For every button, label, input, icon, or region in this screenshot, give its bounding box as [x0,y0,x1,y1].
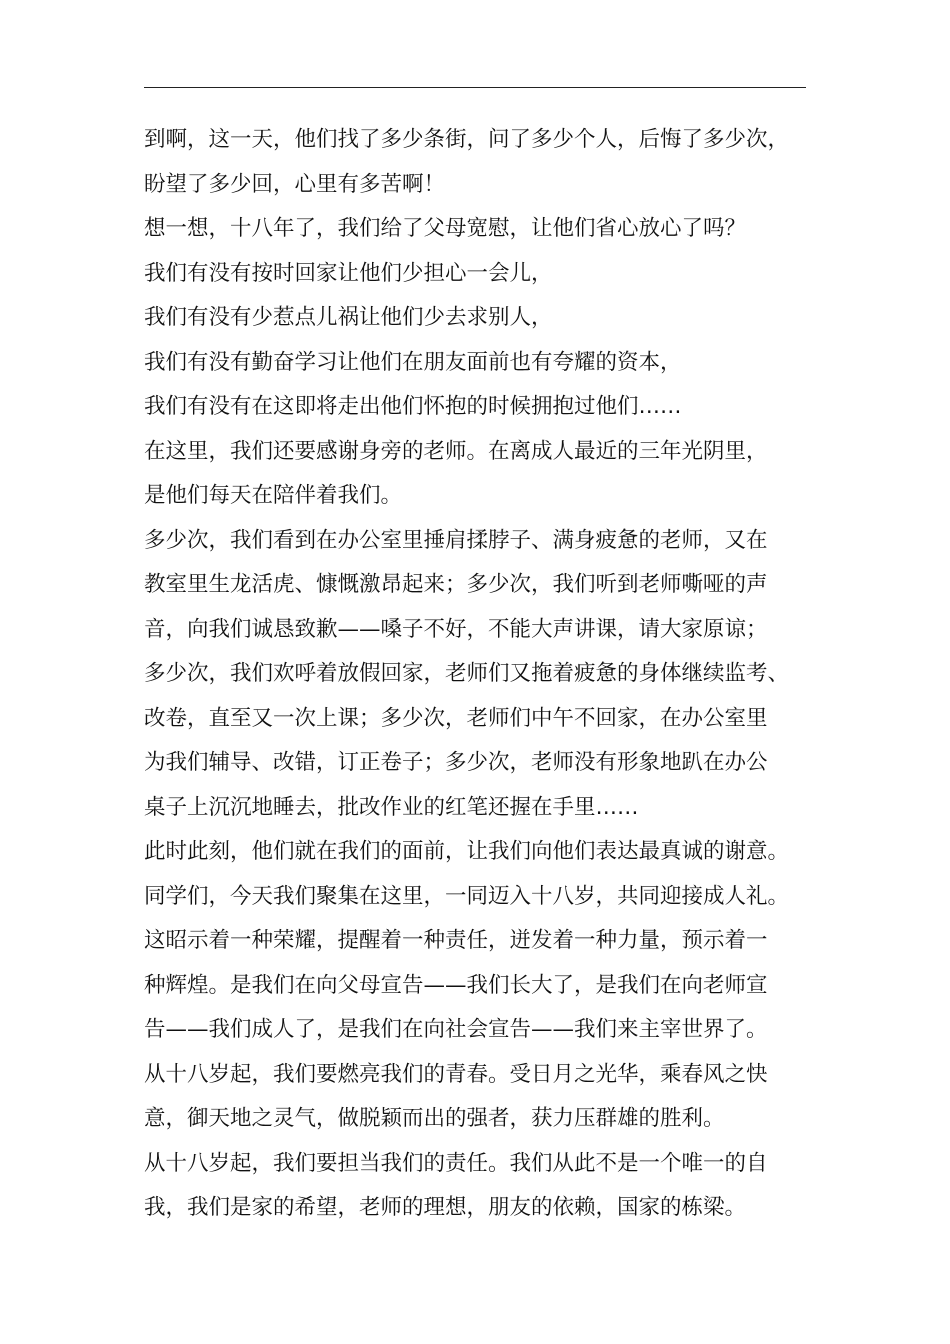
text-line: 这昭示着一种荣耀，提醒着一种责任，迸发着一种力量，预示着一 [144,928,768,953]
text-line: 此时此刻，他们就在我们的面前，让我们向他们表达最真诚的谢意。 [144,839,790,864]
text-line: 种辉煌。是我们在向父母宣告——我们长大了，是我们在向老师宣 [144,972,768,998]
text-line: 想一想，十八年了，我们给了父母宽慰，让他们省心放心了吗？ [144,216,747,241]
text-line: 在这里，我们还要感谢身旁的老师。在离成人最近的三年光阴里， [144,438,768,464]
text-line: 多少次，我们看到在办公室里捶肩揉脖子、满身疲惫的老师，又在 [144,527,768,553]
text-line: 为我们辅导、改错，订正卷子；多少次，老师没有形象地趴在办公 [144,750,768,775]
text-line: 从十八岁起，我们要燃亮我们的青春。受日月之光华，乘春风之快 [144,1061,768,1087]
text-line: 盼望了多少回，心里有多苦啊！ [144,171,446,197]
text-line: 多少次，我们欢呼着放假回家，老师们又拖着疲惫的身体继续监考、 [144,661,790,686]
text-line: 教室里生龙活虎、慷慨激昂起来；多少次，我们听到老师嘶哑的声 [144,572,768,597]
text-line: 改卷，直至又一次上课；多少次，老师们中午不回家，在办公室里 [144,705,768,731]
text-line: 我们有没有勤奋学习让他们在朋友面前也有夸耀的资本， [144,349,682,375]
text-line: 我们有没有少惹点儿祸让他们少去求别人， [144,305,553,330]
text-line: 是他们每天在陪伴着我们。 [144,483,403,508]
text-line: 我，我们是家的希望，老师的理想，朋友的依赖，国家的栋梁。 [144,1195,747,1220]
text-line: 我们有没有在这即将走出他们怀抱的时候拥抱过他们…… [144,394,682,419]
text-line: 到啊，这一天，他们找了多少条街，问了多少个人，后悔了多少次， [144,127,790,152]
header-rule [144,87,806,88]
document-body [144,118,844,1231]
text-line: 音，向我们诚恳致歉——嗓子不好，不能大声讲课，请大家原谅； [144,616,768,642]
text-line: 同学们，今天我们聚集在这里，一同迈入十八岁，共同迎接成人礼。 [144,883,790,909]
text-line: 桌子上沉沉地睡去，批改作业的红笔还握在手里…… [144,794,639,820]
text-line: 从十八岁起，我们要担当我们的责任。我们从此不是一个唯一的自 [144,1150,768,1176]
text-line: 意，御天地之灵气，做脱颖而出的强者，获力压群雄的胜利。 [144,1106,725,1131]
text-line: 告——我们成人了，是我们在向社会宣告——我们来主宰世界了。 [144,1017,768,1042]
text-line: 我们有没有按时回家让他们少担心一会儿， [144,260,553,286]
